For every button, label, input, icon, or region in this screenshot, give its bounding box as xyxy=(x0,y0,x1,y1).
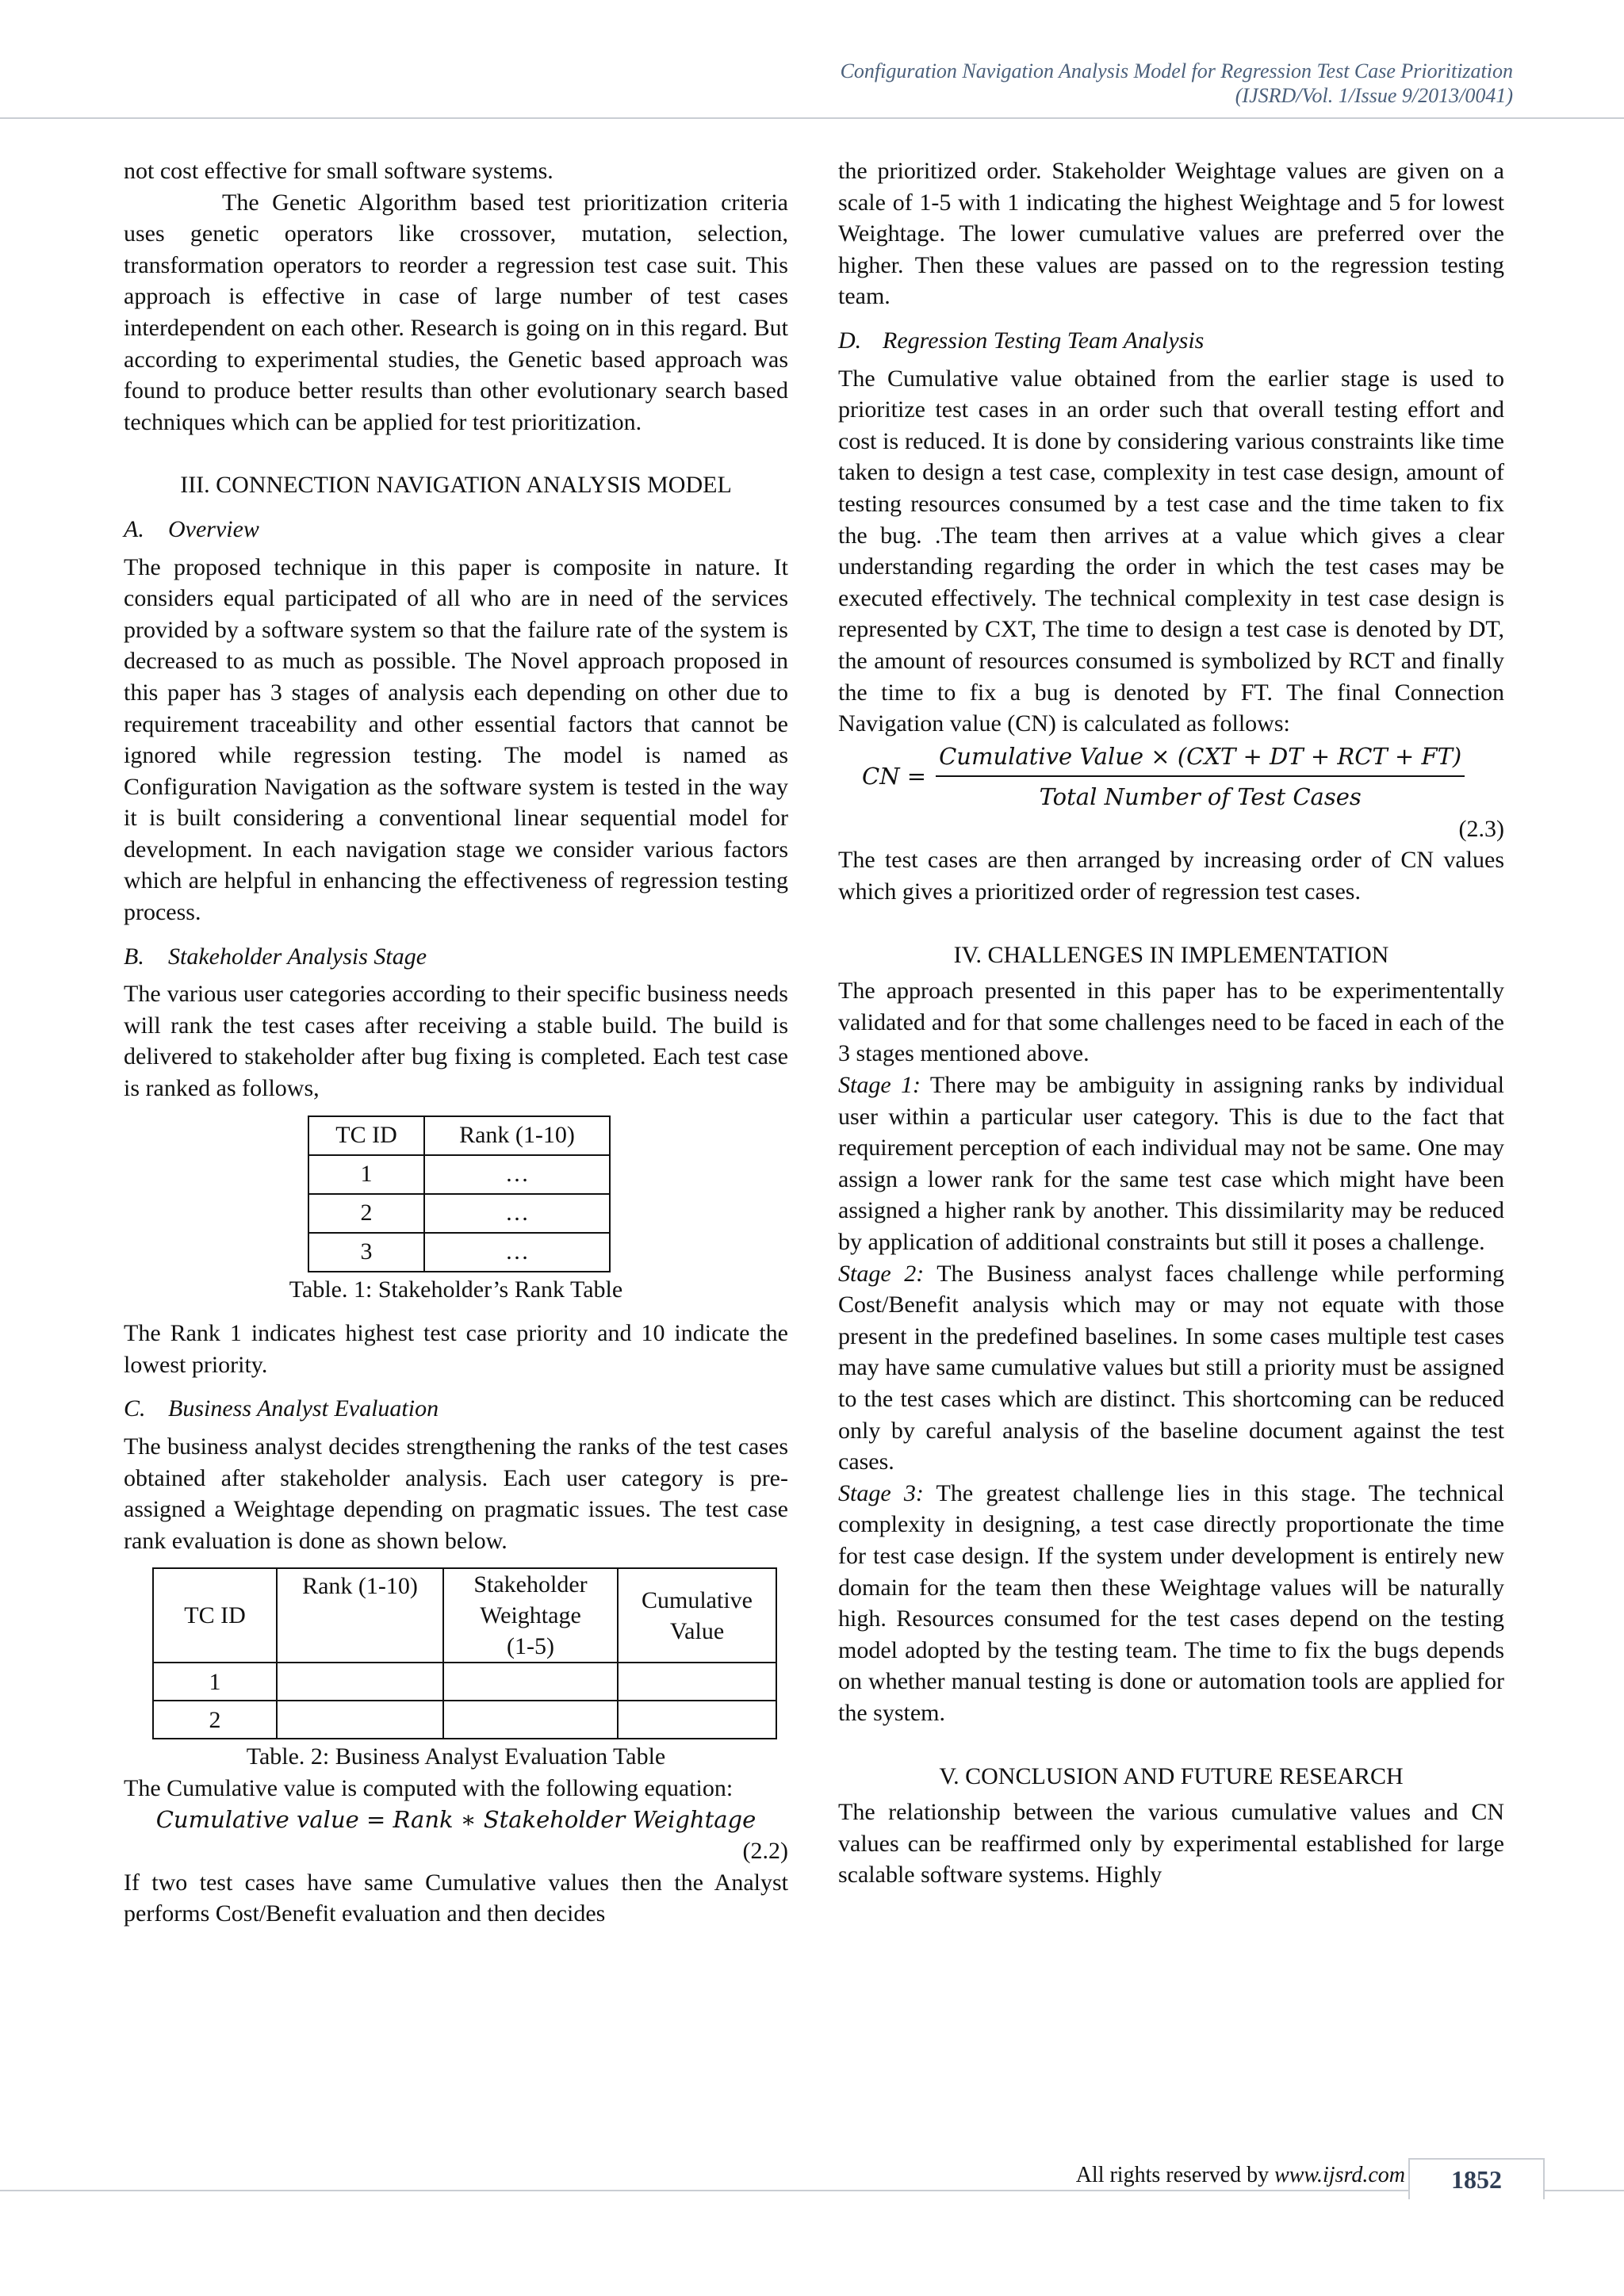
subsection-title: Regression Testing Team Analysis xyxy=(883,327,1205,354)
stage-text: The Business analyst faces challenge while performing Cost/Benefit analysis which may or may not equate with those present in the predefined baselines. In some cases multiple test cases may have same cumulative values but still a priority must be assigned to the test cases which are distinct. This shortcoming can be reduced only by careful analysis of the baseline document against the test cases. xyxy=(838,1260,1504,1475)
equation-numerator: Cumulative Value × (CXT + DT + RCT + FT) xyxy=(936,741,1465,778)
equation-fraction xyxy=(936,741,1465,813)
table-cell xyxy=(277,1663,443,1701)
table-header: Rank (1-10) xyxy=(424,1116,610,1155)
page-number: 1852 xyxy=(1408,2158,1545,2199)
stage-text: There may be ambiguity in assigning ranks by individual user within a particular user category. This is due to the fact that requirement perception of each individual may not be same. One may assign a lower rank for the same test case which might have been assigned a higher rank by another. This dissimilarity may be reduced by application of additional constraints but still it poses a challenge. xyxy=(838,1072,1505,1255)
subsection-number: A. xyxy=(124,515,144,542)
footer-rule xyxy=(0,2190,1624,2191)
subsection-number: D. xyxy=(838,327,862,354)
table-header-line: Stakeholder xyxy=(473,1571,588,1598)
table-header-row xyxy=(153,1568,776,1663)
equation-2-3 xyxy=(838,741,1504,813)
paragraph: The proposed technique in this paper is composite in nature. It considers equal participated of all who are in need of the services provided by a software system so that the failure rate of the system is decreased to as much as possible. The Novel approach proposed in this paper has 3 stages of analysis each depending on other due to requirement traceability and other essential factors that cannot be ignored while regression testing. The model is named as Configuration Navigation as the software system is tested in the way it is built considering a conventional linear sequential model for development. In each navigation stage we consider various factors which are helpful in enhancing the effectiveness of regression testing process. xyxy=(124,553,788,926)
equation-number: (2.2) xyxy=(742,1838,788,1865)
running-head-title: Configuration Navigation Analysis Model for Regression Test Case Prioritization xyxy=(840,59,1513,82)
stage-label: Stage 2: xyxy=(838,1260,925,1287)
table-row xyxy=(308,1233,610,1272)
table-cell xyxy=(443,1663,618,1701)
section-heading: III. CONNECTION NAVIGATION ANALYSIS MODEL xyxy=(180,472,732,499)
running-head xyxy=(841,59,1513,108)
paragraph: The test cases are then arranged by increasing order of CN values which gives a prioritized order of regression test cases. xyxy=(838,847,1504,905)
subsection-title: Overview xyxy=(168,515,259,542)
section-heading: IV. CHALLENGES IN IMPLEMENTATION xyxy=(953,941,1389,968)
equation-denominator: Total Number of Test Cases xyxy=(1039,783,1362,811)
table-row xyxy=(308,1194,610,1233)
subsection-heading xyxy=(124,1393,788,1425)
subsection-heading xyxy=(124,941,788,973)
equation-2-2: Cumulative value = Rank ∗ Stakeholder Weightage xyxy=(155,1805,756,1833)
rights-text: All rights reserved by xyxy=(1075,2163,1275,2187)
table-header-line: Value xyxy=(669,1617,725,1644)
table-cell: … xyxy=(424,1233,610,1272)
paragraph xyxy=(838,1070,1504,1258)
table-row xyxy=(308,1155,610,1194)
table-caption: Table. 2: Business Analyst Evaluation Table xyxy=(246,1743,666,1770)
table-cell xyxy=(618,1663,776,1701)
table-header-row xyxy=(308,1116,610,1155)
paragraph: The Genetic Algorithm based test prioritization criteria uses genetic operators like crossover, mutation, selection, transformation operators to reorder a regression test case suit. This approach is effective in case of large number of test cases interdependent on each other. Research is going on in this regard. But according to experimental studies, the Genetic based approach was found to produce better results than other evolutionary search based techniques which can be applied for test prioritization. xyxy=(124,189,788,435)
subsection-heading xyxy=(124,514,788,545)
stage-label: Stage 3: xyxy=(838,1479,924,1506)
site-link[interactable]: www.ijsrd.com xyxy=(1274,2163,1405,2187)
paragraph: The Cumulative value is computed with the following equation: xyxy=(124,1774,733,1801)
table-header: TC ID xyxy=(153,1568,277,1663)
table-cell: … xyxy=(424,1155,610,1194)
subsection-number: B. xyxy=(124,943,144,970)
subsection-number: C. xyxy=(124,1395,146,1422)
table-cell: … xyxy=(424,1194,610,1233)
equation-number: (2.3) xyxy=(1458,815,1504,842)
paragraph: If two test cases have same Cumulative values then the Analyst performs Cost/Benefit evaluation and then decides xyxy=(124,1869,788,1927)
table-cell xyxy=(277,1701,443,1739)
paragraph xyxy=(838,1258,1504,1478)
paragraph: The Cumulative value obtained from the earlier stage is used to prioritize test cases in an order such that overall testing effort and cost is reduced. It is done by considering various constraints like time taken to design a test case, complexity in test case design, amount of testing resources consumed by a test case and the time taken to fix the bug. .The team then arrives at a value which gives a clear understanding regarding the order in which the test cases may be executed effectively. The technical complexity in test case design is represented by CXT, The time to design a test case is denoted by DT, the amount of resources consumed is symbolized by RCT and finally the time to fix a bug is denoted by FT. The final Connection Navigation value (CN) is calculated as follows: xyxy=(838,365,1504,737)
left-column xyxy=(124,155,788,1930)
paragraph xyxy=(838,1478,1504,1729)
table-row xyxy=(153,1701,776,1739)
table-header-line: Weightage xyxy=(480,1602,581,1629)
table-header-line: Cumulative xyxy=(642,1586,753,1613)
table-header xyxy=(618,1568,776,1663)
table-cell xyxy=(443,1701,618,1739)
table-row xyxy=(153,1663,776,1701)
stakeholder-rank-table xyxy=(308,1115,611,1272)
paragraph: The business analyst decides strengthening the ranks of the test cases obtained after stakeholder analysis. Each user category is pre-assigned a Weightage depending on pragmatic issues. The test case rank evaluation is done as shown below. xyxy=(124,1433,788,1554)
table-cell: 3 xyxy=(308,1233,424,1272)
table-cell: 1 xyxy=(153,1663,277,1701)
table-cell: 2 xyxy=(308,1194,424,1233)
paragraph: not cost effective for small software systems. xyxy=(124,158,553,184)
table-caption: Table. 1: Stakeholder’s Rank Table xyxy=(289,1276,623,1303)
section-heading: V. CONCLUSION AND FUTURE RESEARCH xyxy=(939,1762,1404,1789)
table-header-line: (1-5) xyxy=(507,1633,554,1660)
paragraph: The Rank 1 indicates highest test case priority and 10 indicate the lowest priority. xyxy=(124,1320,788,1378)
paragraph: The relationship between the various cumulative values and CN values can be reaffirmed only by experimental established for large scalable software systems. Highly xyxy=(838,1799,1504,1888)
footer-rights xyxy=(1076,2163,1405,2188)
right-column xyxy=(838,155,1504,1891)
table-cell: 1 xyxy=(308,1155,424,1194)
paragraph: The approach presented in this paper has to be experimententally validated and for that some challenges need to be faced in each of the 3 stages mentioned above. xyxy=(838,978,1504,1067)
table-cell: 2 xyxy=(153,1701,277,1739)
business-analyst-table xyxy=(152,1567,777,1739)
table-header xyxy=(443,1568,618,1663)
subsection-heading xyxy=(838,325,1504,357)
header-rule xyxy=(0,117,1624,119)
subsection-title: Business Analyst Evaluation xyxy=(168,1395,439,1422)
table-cell xyxy=(618,1701,776,1739)
equation-lhs: CN = xyxy=(862,763,927,790)
stage-text: The greatest challenge lies in this stage. The technical complexity in designing, a test case directly proportionate the time for test case design. If the system under development is entirely new domain for the team then these Weightage values will be naturally high. Resources consumed for the test cases depend on the testing model adopted by the testing team. The time to fix the bugs depends on whether manual testing is done or automation tools are applied for the system. xyxy=(838,1479,1504,1726)
table-header: TC ID xyxy=(308,1116,424,1155)
table-header: Rank (1-10) xyxy=(277,1568,443,1663)
paragraph: the prioritized order. Stakeholder Weightage values are given on a scale of 1-5 with 1 indicating the highest Weightage and 5 for lowest Weightage. The lower cumulative values are preferred over the higher. Then these values are passed on to the regression testing team. xyxy=(838,158,1504,310)
subsection-title: Stakeholder Analysis Stage xyxy=(168,943,427,970)
stage-label: Stage 1: xyxy=(838,1072,921,1099)
paragraph: The various user categories according to their specific business needs will rank the test cases after receiving a stable build. The build is delivered to stakeholder after bug fixing is completed. Each test case is ranked as follows, xyxy=(124,981,788,1102)
running-head-volume: (IJSRD/Vol. 1/Issue 9/2013/0041) xyxy=(1235,84,1513,107)
